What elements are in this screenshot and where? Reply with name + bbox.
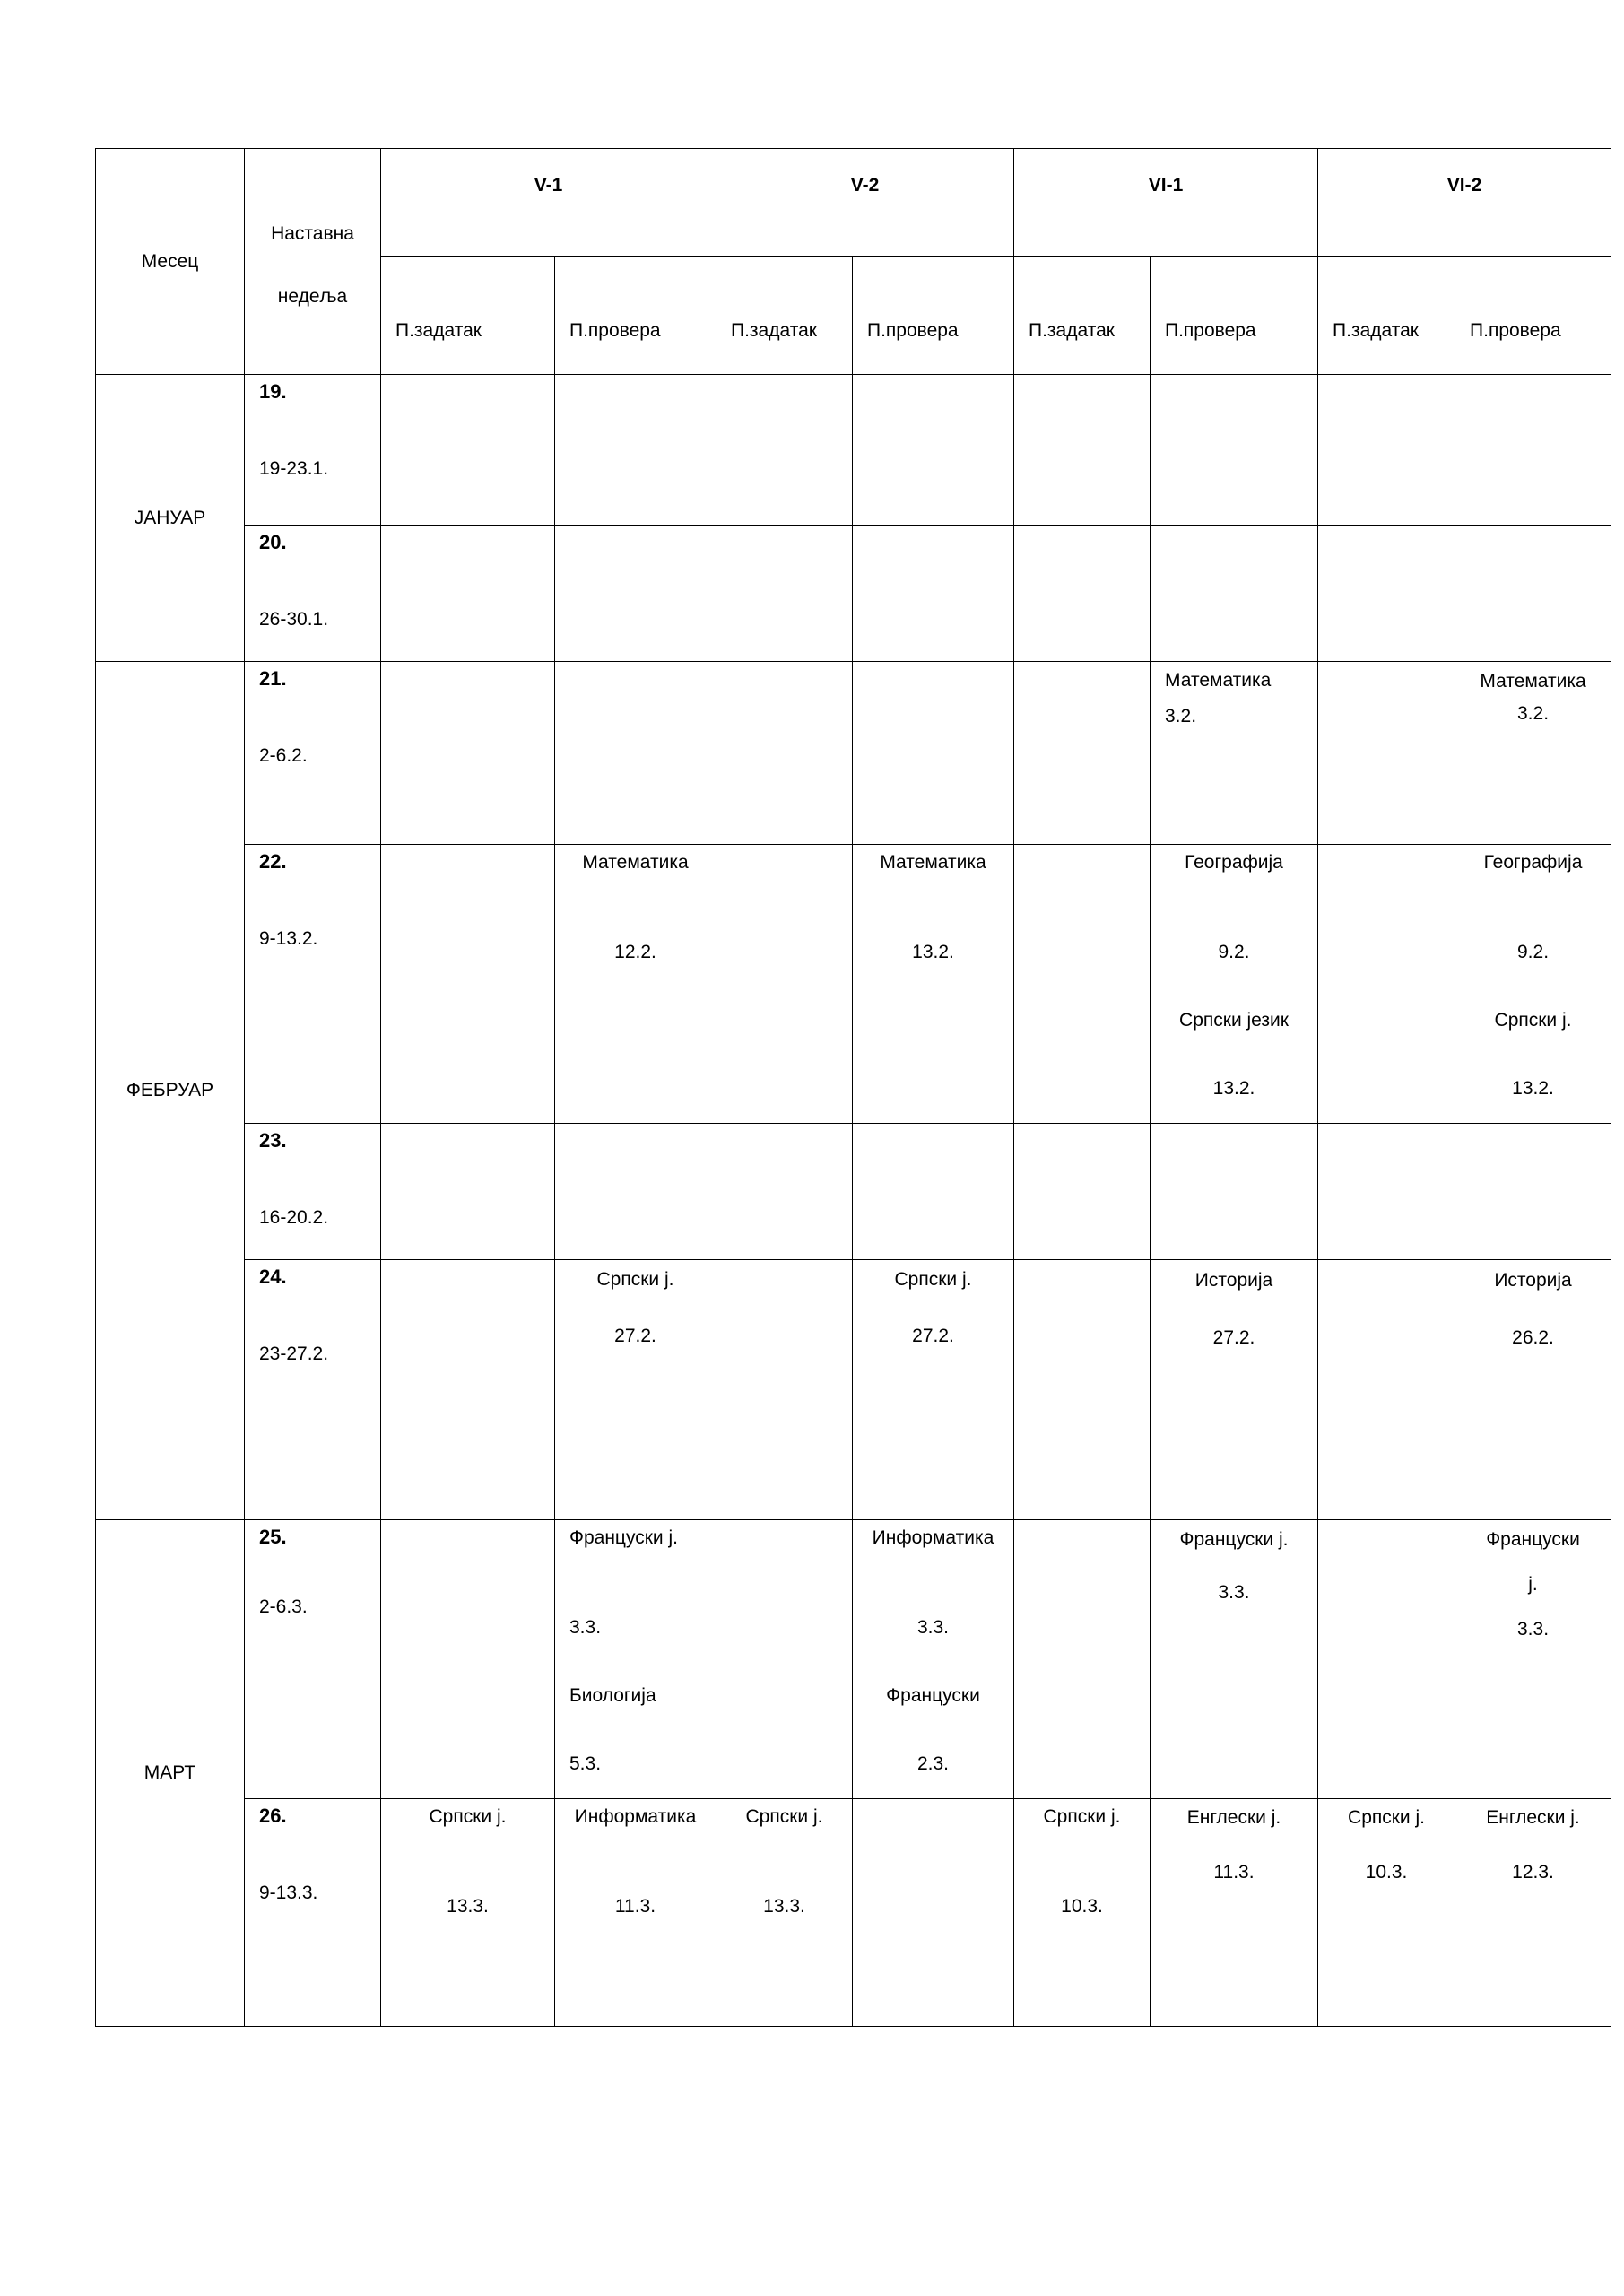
- week-row-23: [96, 1124, 1611, 1260]
- week-row-24: [96, 1260, 1611, 1520]
- empty-cell: [1318, 375, 1455, 526]
- subheader-task: П.задатак: [1318, 257, 1455, 375]
- cell-text-line: Математика: [582, 852, 689, 873]
- cell-text-line: Српски ј.: [429, 1806, 507, 1827]
- cell-text-line: Математика: [880, 852, 986, 873]
- empty-cell: [555, 375, 716, 526]
- week-dates: 26-30.1.: [259, 609, 329, 631]
- cell-text-line: 9.2.: [1218, 942, 1250, 962]
- subheader-check: П.провера: [1151, 257, 1318, 375]
- empty-cell: [381, 375, 555, 526]
- empty-cell: [853, 662, 1014, 845]
- subheader-check: П.провера: [853, 257, 1014, 375]
- cell-text-line: 3.3.: [1517, 1619, 1550, 1639]
- week-dates: 23-27.2.: [259, 1344, 329, 1365]
- empty-cell: [716, 375, 853, 526]
- week-dates: 16-20.2.: [259, 1207, 329, 1229]
- cell-text-line: Српски језик: [1179, 1010, 1289, 1031]
- week-number: 26.: [259, 1805, 287, 1827]
- empty-cell: [716, 526, 853, 662]
- week-number: 23.: [259, 1129, 287, 1152]
- cell-text-line: 3.2.: [1165, 706, 1197, 726]
- cell-w26-vi2-task: [1318, 1799, 1455, 2027]
- empty-cell: [555, 1124, 716, 1260]
- empty-cell: [716, 1260, 853, 1520]
- group-header-vi1: VI-1: [1014, 149, 1318, 257]
- cell-text-line: 12.2.: [614, 942, 656, 962]
- empty-cell: [555, 526, 716, 662]
- empty-cell: [716, 845, 853, 1124]
- empty-cell: [853, 1799, 1014, 2027]
- cell-text-line: 12.3.: [1512, 1862, 1554, 1883]
- week-cell-26: [245, 1799, 381, 2027]
- test-schedule-table: [95, 148, 1611, 2027]
- month-header: Месец: [96, 149, 245, 375]
- cell-text-line: Информатика: [574, 1806, 697, 1827]
- cell-w24-vi2-check: [1455, 1260, 1611, 1520]
- cell-text-line: 3.2.: [1517, 703, 1550, 724]
- empty-cell: [1014, 1260, 1151, 1520]
- cell-w21-vi2-check: [1455, 662, 1611, 845]
- cell-text-line: Француски: [1486, 1529, 1580, 1550]
- cell-text-line: Српски ј.: [745, 1806, 823, 1827]
- empty-cell: [1014, 1520, 1151, 1799]
- group-header-vi2: VI-2: [1318, 149, 1611, 257]
- week-row-19: [96, 375, 1611, 526]
- cell-text-line: Енглески ј.: [1486, 1807, 1580, 1828]
- cell-text-line: 13.2.: [1212, 1078, 1255, 1099]
- header-row-groups: [96, 149, 1611, 257]
- empty-cell: [853, 1124, 1014, 1260]
- empty-cell: [1318, 1124, 1455, 1260]
- empty-cell: [381, 1520, 555, 1799]
- cell-text-line: 2.3.: [916, 1753, 950, 1774]
- empty-cell: [1151, 526, 1318, 662]
- cell-text-line: Историја: [1494, 1270, 1572, 1291]
- cell-text-line: 3.3.: [569, 1617, 602, 1638]
- empty-cell: [1151, 375, 1318, 526]
- cell-text-line: 27.2.: [614, 1326, 656, 1346]
- cell-text-line: 5.3.: [569, 1753, 602, 1774]
- empty-cell: [381, 662, 555, 845]
- empty-cell: [1151, 1124, 1318, 1260]
- week-header-line2: недеља: [277, 286, 348, 307]
- cell-text-line: Информатика: [872, 1527, 994, 1548]
- empty-cell: [381, 526, 555, 662]
- cell-text-line: Француски: [886, 1685, 980, 1706]
- cell-text-line: 27.2.: [1212, 1327, 1255, 1348]
- cell-text-line: Српски ј.: [894, 1269, 972, 1290]
- cell-text-line: Енглески ј.: [1186, 1807, 1281, 1828]
- cell-w24-v1-check: [555, 1260, 716, 1520]
- cell-text-line: 3.3.: [916, 1617, 950, 1638]
- week-cell-23: [245, 1124, 381, 1260]
- month-february: ФЕБРУАР: [96, 662, 245, 1520]
- cell-text-line: 11.3.: [614, 1896, 656, 1917]
- week-row-21: [96, 662, 1611, 845]
- month-march: МАРТ: [96, 1520, 245, 2027]
- group-header-v2: V-2: [716, 149, 1014, 257]
- cell-text-line: 10.3.: [1365, 1862, 1408, 1883]
- cell-text-line: 10.3.: [1061, 1896, 1103, 1917]
- week-number: 19.: [259, 380, 287, 403]
- empty-cell: [1318, 662, 1455, 845]
- empty-cell: [1014, 526, 1151, 662]
- week-dates: 9-13.2.: [259, 928, 318, 950]
- empty-cell: [1318, 845, 1455, 1124]
- empty-cell: [1318, 1260, 1455, 1520]
- cell-text-line: Биологија: [569, 1685, 656, 1706]
- cell-text-line: Географија: [1185, 852, 1283, 873]
- cell-w25-vi1-check: [1151, 1520, 1318, 1799]
- cell-w26-vi1-task: [1014, 1799, 1151, 2027]
- cell-text-line: 9.2.: [1517, 942, 1550, 962]
- week-dates: 9-13.3.: [259, 1883, 318, 1904]
- empty-cell: [1014, 845, 1151, 1124]
- empty-cell: [555, 662, 716, 845]
- week-cell-24: [245, 1260, 381, 1520]
- cell-w26-v1-check: [555, 1799, 716, 2027]
- empty-cell: [1318, 526, 1455, 662]
- week-number: 22.: [259, 850, 287, 873]
- empty-cell: [716, 662, 853, 845]
- cell-w26-vi2-check: [1455, 1799, 1611, 2027]
- week-cell-20: [245, 526, 381, 662]
- empty-cell: [1455, 375, 1611, 526]
- cell-w24-vi1-check: [1151, 1260, 1318, 1520]
- empty-cell: [381, 1260, 555, 1520]
- subheader-task: П.задатак: [1014, 257, 1151, 375]
- cell-w26-vi1-check: [1151, 1799, 1318, 2027]
- week-dates: 19-23.1.: [259, 458, 329, 480]
- week-cell-21: [245, 662, 381, 845]
- cell-text-line: Математика: [1480, 671, 1586, 691]
- week-header-line1: Наставна: [271, 223, 354, 244]
- cell-text-line: Француски ј.: [569, 1527, 678, 1548]
- empty-cell: [853, 375, 1014, 526]
- subheader-check: П.провера: [555, 257, 716, 375]
- cell-w22-v2-check: [853, 845, 1014, 1124]
- week-dates: 2-6.2.: [259, 745, 308, 767]
- week-row-22: [96, 845, 1611, 1124]
- empty-cell: [1014, 662, 1151, 845]
- subheader-task: П.задатак: [716, 257, 853, 375]
- cell-text-line: Српски ј.: [596, 1269, 674, 1290]
- empty-cell: [381, 845, 555, 1124]
- group-header-v1: V-1: [381, 149, 716, 257]
- week-cell-22: [245, 845, 381, 1124]
- cell-text-line: 13.2.: [912, 942, 954, 962]
- cell-text-line: 27.2.: [912, 1326, 954, 1346]
- empty-cell: [1318, 1520, 1455, 1799]
- cell-text-line: Француски ј.: [1179, 1529, 1289, 1550]
- cell-text-line: Математика: [1165, 670, 1272, 691]
- week-cell-25: [245, 1520, 381, 1799]
- week-row-25: [96, 1520, 1611, 1799]
- empty-cell: [381, 1124, 555, 1260]
- cell-w22-vi2-check: [1455, 845, 1611, 1124]
- cell-text-line: 26.2.: [1512, 1327, 1554, 1348]
- empty-cell: [853, 526, 1014, 662]
- cell-text-line: 13.2.: [1512, 1078, 1554, 1099]
- week-number: 21.: [259, 667, 287, 690]
- subheader-check: П.провера: [1455, 257, 1611, 375]
- cell-w22-vi1-check: [1151, 845, 1318, 1124]
- cell-w25-v2-check: [853, 1520, 1014, 1799]
- empty-cell: [1455, 526, 1611, 662]
- cell-text-line: Српски ј.: [1348, 1807, 1425, 1828]
- cell-text-line: Српски ј.: [1043, 1806, 1121, 1827]
- week-row-20: [96, 526, 1611, 662]
- month-january: ЈАНУАР: [96, 375, 245, 662]
- cell-text-line: 13.3.: [447, 1896, 489, 1917]
- subheader-task: П.задатак: [381, 257, 555, 375]
- empty-cell: [716, 1520, 853, 1799]
- cell-w24-v2-check: [853, 1260, 1014, 1520]
- cell-text-line: 11.3.: [1213, 1862, 1255, 1883]
- cell-text-line: 3.3.: [1218, 1582, 1250, 1603]
- cell-text-line: ј.: [1528, 1574, 1538, 1595]
- week-dates: 2-6.3.: [259, 1596, 308, 1618]
- cell-w26-v2-task: [716, 1799, 853, 2027]
- empty-cell: [1014, 1124, 1151, 1260]
- week-cell-19: [245, 375, 381, 526]
- cell-text-line: Географија: [1483, 852, 1583, 873]
- week-number: 20.: [259, 531, 287, 553]
- empty-cell: [1455, 1124, 1611, 1260]
- cell-w22-v1-check: [555, 845, 716, 1124]
- week-row-26: [96, 1799, 1611, 2027]
- cell-text-line: 13.3.: [763, 1896, 805, 1917]
- cell-text-line: Српски ј.: [1494, 1010, 1572, 1031]
- week-header: [245, 149, 381, 375]
- cell-text-line: Историја: [1194, 1270, 1273, 1291]
- cell-w21-vi1-check: [1151, 662, 1318, 845]
- week-number: 24.: [259, 1265, 287, 1288]
- cell-w25-vi2-check: [1455, 1520, 1611, 1799]
- empty-cell: [1014, 375, 1151, 526]
- empty-cell: [716, 1124, 853, 1260]
- cell-w25-v1-check: [555, 1520, 716, 1799]
- week-number: 25.: [259, 1526, 287, 1548]
- cell-w26-v1-task: [381, 1799, 555, 2027]
